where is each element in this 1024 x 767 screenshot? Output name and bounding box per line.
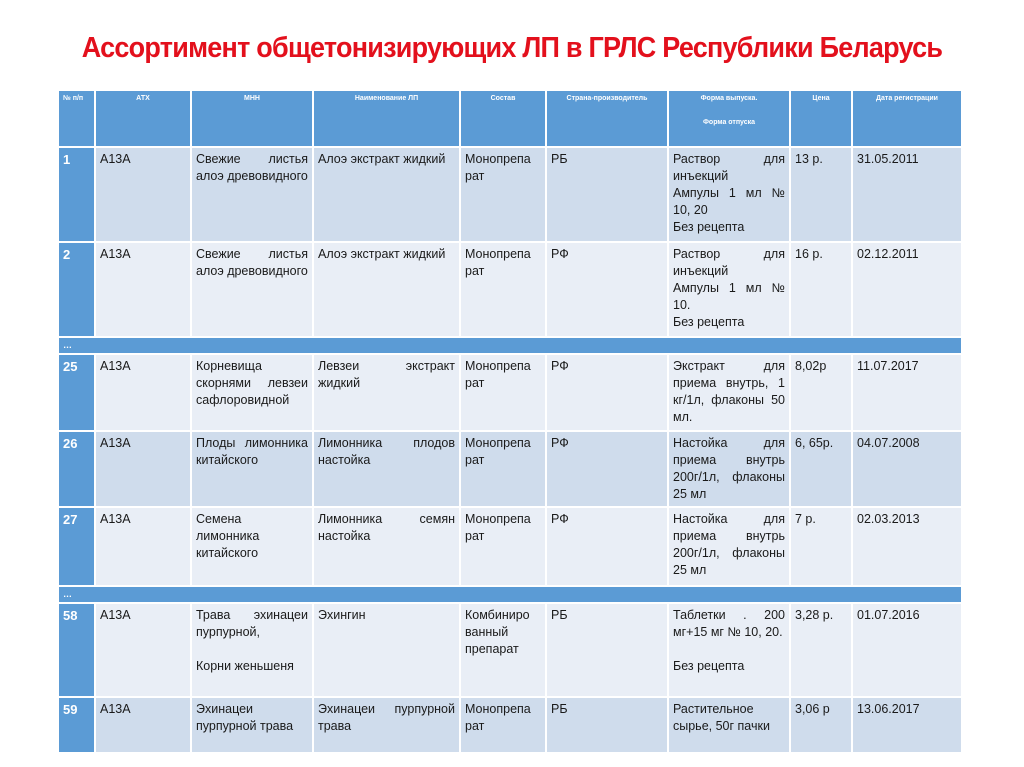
ellipsis-separator-row — [59, 338, 961, 353]
cell-price: 7 р. — [791, 508, 851, 585]
form-line: Экстракт для приема внутрь, 1 кг/1л, флаконы 50 мл. — [673, 359, 785, 424]
cell-atx: А13А — [96, 698, 190, 752]
header-row — [59, 91, 961, 146]
cell-name: Алоэ экстракт жидкий — [314, 148, 459, 241]
cell-num: 25 — [59, 355, 94, 430]
page-title: Ассортимент общетонизирующих ЛП в ГРЛС Республики Беларусь — [81, 32, 943, 64]
mnn-line: Трава эхинацеи пурпурной, — [196, 608, 308, 639]
cell-name: Лимонника семян настойка — [314, 508, 459, 585]
cell-form — [669, 243, 789, 336]
table-row — [59, 604, 961, 696]
cell-mnn: Плоды лимонника китайского — [192, 432, 312, 506]
cell-price: 8,02р — [791, 355, 851, 430]
col-header-num: № п/п — [59, 91, 94, 146]
col-header-composition: Состав — [461, 91, 545, 146]
form-line: Ампулы 1 мл № 10. — [673, 281, 785, 312]
cell-mnn: Семена лимонника китайского — [192, 508, 312, 585]
cell-country: РФ — [547, 243, 667, 336]
cell-country: РФ — [547, 432, 667, 506]
cell-num: 2 — [59, 243, 94, 336]
cell-form — [669, 698, 789, 752]
cell-mnn — [192, 604, 312, 696]
ellipsis-label: … — [59, 338, 961, 353]
cell-reg-date: 11.07.2017 — [853, 355, 961, 430]
cell-country: РБ — [547, 148, 667, 241]
cell-form — [669, 508, 789, 585]
table-row — [59, 698, 961, 752]
table-row — [59, 355, 961, 430]
cell-num: 1 — [59, 148, 94, 241]
cell-mnn: Свежие листья алоэ древовидного — [192, 243, 312, 336]
cell-country: РБ — [547, 604, 667, 696]
cell-mnn: Эхинацеи пурпурной трава — [192, 698, 312, 752]
cell-price: 3,28 р. — [791, 604, 851, 696]
cell-composition: Монопрепа рат — [461, 148, 545, 241]
cell-composition: Комбиниро ванный препарат — [461, 604, 545, 696]
form-line: Без рецепта — [673, 220, 745, 234]
cell-atx: А13А — [96, 604, 190, 696]
cell-num: 27 — [59, 508, 94, 585]
cell-reg-date: 13.06.2017 — [853, 698, 961, 752]
cell-name: Алоэ экстракт жидкий — [314, 243, 459, 336]
form-line: Без рецепта — [673, 315, 745, 329]
cell-form — [669, 355, 789, 430]
form-line: Ампулы 1 мл № 10, 20 — [673, 186, 785, 217]
drug-assortment-table — [57, 89, 963, 754]
cell-mnn: Корневища скорнями левзеи сафлоровидной — [192, 355, 312, 430]
cell-reg-date: 01.07.2016 — [853, 604, 961, 696]
cell-price: 6, 65р. — [791, 432, 851, 506]
form-line: Раствор для инъекций — [673, 247, 785, 278]
cell-name: Левзеи экстракт жидкий — [314, 355, 459, 430]
cell-atx: А13А — [96, 355, 190, 430]
col-header-price: Цена — [791, 91, 851, 146]
cell-form — [669, 604, 789, 696]
cell-name: Эхингин — [314, 604, 459, 696]
form-line: Без рецепта — [673, 659, 745, 673]
cell-price: 13 р. — [791, 148, 851, 241]
col-header-mnn: МНН — [192, 91, 312, 146]
cell-num: 26 — [59, 432, 94, 506]
mnn-line: Корни женьшеня — [196, 659, 294, 673]
cell-name: Лимонника плодов настойка — [314, 432, 459, 506]
cell-atx: А13А — [96, 432, 190, 506]
cell-form — [669, 432, 789, 506]
col-header-name: Наименование ЛП — [314, 91, 459, 146]
table-row — [59, 508, 961, 585]
cell-price: 16 р. — [791, 243, 851, 336]
cell-composition: Монопрепа рат — [461, 355, 545, 430]
cell-atx: А13А — [96, 508, 190, 585]
cell-composition: Монопрепа рат — [461, 432, 545, 506]
cell-composition: Монопрепа рат — [461, 508, 545, 585]
ellipsis-label: … — [59, 587, 961, 602]
table-row — [59, 148, 961, 241]
cell-mnn: Свежие листья алоэ древовидного — [192, 148, 312, 241]
cell-composition: Монопрепа рат — [461, 698, 545, 752]
col-header-country: Страна-производитель — [547, 91, 667, 146]
cell-reg-date: 31.05.2011 — [853, 148, 961, 241]
cell-reg-date: 02.03.2013 — [853, 508, 961, 585]
cell-num: 58 — [59, 604, 94, 696]
form-line: Настойка для приема внутрь 200г/1л, флаконы 25 мл — [673, 512, 785, 577]
col-header-form-release: Форма выпуска. — [700, 95, 758, 102]
table-row — [59, 432, 961, 506]
cell-country: РБ — [547, 698, 667, 752]
col-header-form-dispense: Форма отпуска — [702, 119, 756, 126]
cell-name: Эхинацеи пурпурной трава — [314, 698, 459, 752]
cell-form — [669, 148, 789, 241]
cell-atx: А13А — [96, 243, 190, 336]
cell-composition: Монопрепа рат — [461, 243, 545, 336]
cell-num: 59 — [59, 698, 94, 752]
table-row — [59, 243, 961, 336]
form-line: Настойка для приема внутрь 200г/1л, флаконы 25 мл — [673, 436, 785, 501]
form-line: Раствор для инъекций — [673, 152, 785, 183]
form-line: Таблетки . 200 мг+15 мг № 10, 20. — [673, 608, 785, 639]
col-header-reg-date: Дата регистрации — [853, 91, 961, 146]
cell-price: 3,06 р — [791, 698, 851, 752]
cell-country: РФ — [547, 355, 667, 430]
col-header-form — [669, 91, 789, 146]
cell-reg-date: 02.12.2011 — [853, 243, 961, 336]
cell-reg-date: 04.07.2008 — [853, 432, 961, 506]
ellipsis-separator-row — [59, 587, 961, 602]
cell-country: РФ — [547, 508, 667, 585]
cell-atx: А13А — [96, 148, 190, 241]
form-line: Растительное сырье, 50г пачки — [673, 702, 770, 733]
col-header-atx: АТХ — [96, 91, 190, 146]
